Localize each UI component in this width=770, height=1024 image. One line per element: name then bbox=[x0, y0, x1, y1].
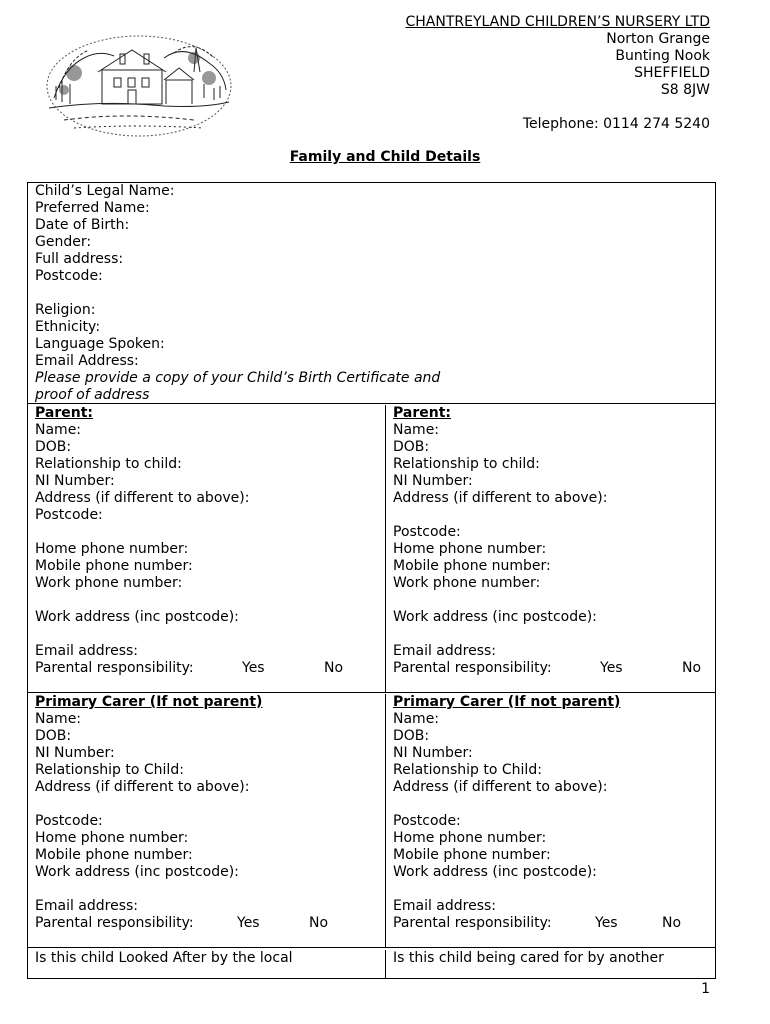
page-number: 1 bbox=[701, 981, 710, 997]
parent-address-field[interactable]: Address (if different to above): bbox=[35, 490, 250, 506]
carer-address-field[interactable]: Address (if different to above): bbox=[35, 779, 250, 795]
carer-work-address-field[interactable]: Work address (inc postcode): bbox=[35, 864, 239, 880]
parent-heading: Parent: bbox=[393, 405, 451, 421]
carer-heading: Primary Carer (If not parent) bbox=[393, 694, 621, 710]
carer-relationship-field[interactable]: Relationship to Child: bbox=[393, 762, 542, 778]
carer-home-phone-field[interactable]: Home phone number: bbox=[393, 830, 547, 846]
looked-after-row bbox=[28, 948, 715, 978]
address-line: S8 8JW bbox=[660, 82, 710, 98]
carer-dob-field[interactable]: DOB: bbox=[393, 728, 430, 744]
parent-email-field[interactable]: Email address: bbox=[393, 643, 497, 659]
responsibility-label: Parental responsibility: bbox=[393, 915, 552, 931]
carer-relationship-field[interactable]: Relationship to Child: bbox=[35, 762, 184, 778]
parent-mobile-phone-field[interactable]: Mobile phone number: bbox=[393, 558, 551, 574]
carer-ni-field[interactable]: NI Number: bbox=[35, 745, 115, 761]
preferred-name-field[interactable]: Preferred Name: bbox=[35, 200, 150, 216]
date-of-birth-field[interactable]: Date of Birth: bbox=[35, 217, 130, 233]
parent-right bbox=[385, 405, 715, 692]
address-line: Bunting Nook bbox=[615, 48, 710, 64]
parent-left bbox=[28, 405, 385, 692]
gender-field[interactable]: Gender: bbox=[35, 234, 92, 250]
parent-work-phone-field[interactable]: Work phone number: bbox=[35, 575, 183, 591]
parent-dob-field[interactable]: DOB: bbox=[393, 439, 430, 455]
carer-ni-field[interactable]: NI Number: bbox=[393, 745, 473, 761]
parent-work-phone-field[interactable]: Work phone number: bbox=[393, 575, 541, 591]
postcode-field[interactable]: Postcode: bbox=[35, 268, 103, 284]
telephone: Telephone: 0114 274 5240 bbox=[522, 116, 710, 132]
responsibility-label: Parental responsibility: bbox=[35, 915, 194, 931]
carer-address-field[interactable]: Address (if different to above): bbox=[393, 779, 608, 795]
parent-ni-field[interactable]: NI Number: bbox=[393, 473, 473, 489]
child-legal-name-field[interactable]: Child’s Legal Name: bbox=[35, 183, 175, 199]
primary-carers-row bbox=[28, 693, 715, 948]
parental-responsibility bbox=[393, 660, 715, 677]
address-line: SHEFFIELD bbox=[634, 65, 710, 81]
looked-after-text: Is this child Looked After by the local bbox=[35, 950, 293, 966]
carer-work-address-field[interactable]: Work address (inc postcode): bbox=[393, 864, 597, 880]
yes-option[interactable]: Yes bbox=[237, 915, 260, 931]
parent-heading: Parent: bbox=[35, 405, 93, 421]
religion-field[interactable]: Religion: bbox=[35, 302, 96, 318]
parent-work-address-field[interactable]: Work address (inc postcode): bbox=[35, 609, 239, 625]
parent-ni-field[interactable]: NI Number: bbox=[35, 473, 115, 489]
page-title: Family and Child Details bbox=[289, 149, 481, 165]
responsibility-label: Parental responsibility: bbox=[35, 660, 194, 676]
yes-option[interactable]: Yes bbox=[242, 660, 265, 676]
cared-for-text: Is this child being cared for by another bbox=[393, 950, 664, 966]
carer-postcode-field[interactable]: Postcode: bbox=[393, 813, 461, 829]
parent-postcode-field[interactable]: Postcode: bbox=[393, 524, 461, 540]
parents-row bbox=[28, 404, 715, 693]
carer-email-field[interactable]: Email address: bbox=[35, 898, 139, 914]
parent-name-field[interactable]: Name: bbox=[393, 422, 440, 438]
carer-email-field[interactable]: Email address: bbox=[393, 898, 497, 914]
carer-heading: Primary Carer (If not parent) bbox=[35, 694, 263, 710]
parent-relationship-field[interactable]: Relationship to child: bbox=[35, 456, 182, 472]
parental-responsibility bbox=[35, 915, 385, 932]
cared-for-question bbox=[385, 950, 715, 978]
parent-work-address-field[interactable]: Work address (inc postcode): bbox=[393, 609, 597, 625]
email-field[interactable]: Email Address: bbox=[35, 353, 139, 369]
family-details-form bbox=[27, 182, 716, 979]
yes-option[interactable]: Yes bbox=[595, 915, 618, 931]
nursery-name: CHANTREYLAND CHILDREN’S NURSERY LTD bbox=[405, 14, 710, 30]
document-note: proof of address bbox=[35, 387, 150, 403]
language-field[interactable]: Language Spoken: bbox=[35, 336, 165, 352]
no-option[interactable]: No bbox=[662, 915, 682, 931]
parent-home-phone-field[interactable]: Home phone number: bbox=[35, 541, 189, 557]
carer-mobile-phone-field[interactable]: Mobile phone number: bbox=[393, 847, 551, 863]
child-details-section bbox=[28, 183, 715, 404]
carer-mobile-phone-field[interactable]: Mobile phone number: bbox=[35, 847, 193, 863]
carer-left bbox=[28, 694, 385, 947]
nursery-logo-sketch bbox=[44, 28, 234, 140]
carer-postcode-field[interactable]: Postcode: bbox=[35, 813, 103, 829]
yes-option[interactable]: Yes bbox=[600, 660, 623, 676]
parent-home-phone-field[interactable]: Home phone number: bbox=[393, 541, 547, 557]
parental-responsibility bbox=[393, 915, 715, 932]
parent-postcode-field[interactable]: Postcode: bbox=[35, 507, 103, 523]
parental-responsibility bbox=[35, 660, 385, 677]
nursery-address-block bbox=[406, 14, 711, 99]
full-address-field[interactable]: Full address: bbox=[35, 251, 124, 267]
carer-name-field[interactable]: Name: bbox=[393, 711, 440, 727]
ethnicity-field[interactable]: Ethnicity: bbox=[35, 319, 101, 335]
parent-address-field[interactable]: Address (if different to above): bbox=[393, 490, 608, 506]
carer-name-field[interactable]: Name: bbox=[35, 711, 82, 727]
carer-home-phone-field[interactable]: Home phone number: bbox=[35, 830, 189, 846]
responsibility-label: Parental responsibility: bbox=[393, 660, 552, 676]
document-note: Please provide a copy of your Child’s Birth Certificate and bbox=[35, 370, 441, 386]
parent-dob-field[interactable]: DOB: bbox=[35, 439, 72, 455]
parent-mobile-phone-field[interactable]: Mobile phone number: bbox=[35, 558, 193, 574]
address-line: Norton Grange bbox=[606, 31, 710, 47]
carer-right bbox=[385, 694, 715, 947]
parent-name-field[interactable]: Name: bbox=[35, 422, 82, 438]
no-option[interactable]: No bbox=[324, 660, 344, 676]
no-option[interactable]: No bbox=[309, 915, 329, 931]
parent-relationship-field[interactable]: Relationship to child: bbox=[393, 456, 540, 472]
no-option[interactable]: No bbox=[682, 660, 702, 676]
parent-email-field[interactable]: Email address: bbox=[35, 643, 139, 659]
looked-after-question bbox=[28, 950, 385, 978]
carer-dob-field[interactable]: DOB: bbox=[35, 728, 72, 744]
